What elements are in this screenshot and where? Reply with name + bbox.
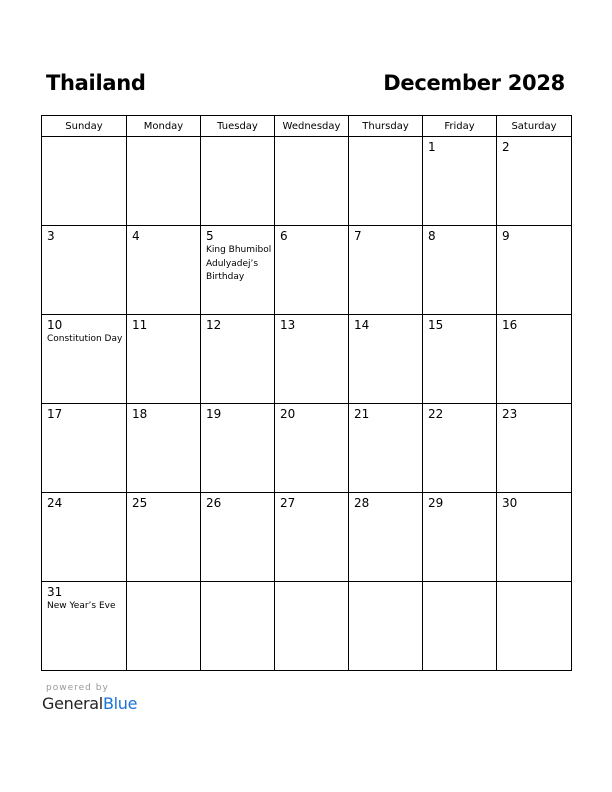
day-number: 4 (132, 229, 140, 243)
day-number: 17 (47, 407, 63, 421)
day-cell (497, 493, 572, 582)
day-number: 23 (502, 407, 518, 421)
weekday-sunday: Sunday (42, 116, 127, 137)
day-cell (423, 137, 497, 226)
day-cell (201, 582, 275, 671)
weekday-tuesday: Tuesday (201, 116, 275, 137)
day-number: 12 (206, 318, 222, 332)
day-number: 2 (502, 140, 510, 154)
day-cell (349, 315, 423, 404)
day-cell (127, 137, 201, 226)
day-number: 5 (206, 229, 214, 243)
week-row (42, 137, 572, 226)
day-cell (42, 404, 127, 493)
powered-by-text: powered by (46, 683, 109, 693)
day-cell (42, 226, 127, 315)
country-title: Thailand (46, 71, 146, 95)
day-number: 21 (354, 407, 370, 421)
day-cell (42, 493, 127, 582)
weekday-saturday: Saturday (497, 116, 572, 137)
day-cell (423, 226, 497, 315)
day-cell (127, 315, 201, 404)
day-cell (349, 493, 423, 582)
day-number: 3 (47, 229, 55, 243)
weekday-header-row (42, 116, 572, 137)
weekday-monday: Monday (127, 116, 201, 137)
week-row (42, 226, 572, 315)
day-number: 19 (206, 407, 222, 421)
generalblue-logo[interactable] (42, 694, 137, 713)
day-cell (201, 315, 275, 404)
day-cell (42, 315, 127, 404)
holiday-label: Constitution Day (47, 334, 123, 344)
day-cell (201, 226, 275, 315)
day-cell (423, 315, 497, 404)
calendar-grid (41, 115, 572, 671)
day-cell (423, 404, 497, 493)
day-number: 8 (428, 229, 436, 243)
day-number: 16 (502, 318, 518, 332)
day-cell (275, 582, 349, 671)
day-number: 24 (47, 496, 63, 510)
day-cell (349, 137, 423, 226)
day-cell (349, 226, 423, 315)
month-title: December 2028 (383, 71, 565, 95)
day-number: 22 (428, 407, 444, 421)
day-cell (497, 226, 572, 315)
week-row (42, 404, 572, 493)
weekday-wednesday: Wednesday (275, 116, 349, 137)
holiday-label: King Bhumibol Adulyadej’s Birthday (206, 245, 272, 282)
day-cell (497, 315, 572, 404)
day-cell (201, 493, 275, 582)
day-cell (127, 582, 201, 671)
day-number: 25 (132, 496, 148, 510)
week-row (42, 315, 572, 404)
holiday-label: New Year’s Eve (47, 601, 116, 611)
day-cell (423, 493, 497, 582)
brand-blue: Blue (102, 694, 138, 713)
day-number: 29 (428, 496, 444, 510)
day-number: 9 (502, 229, 510, 243)
day-number: 1 (428, 140, 436, 154)
day-cell (275, 137, 349, 226)
day-number: 30 (502, 496, 518, 510)
day-number: 11 (132, 318, 148, 332)
day-number: 15 (428, 318, 444, 332)
day-cell (201, 404, 275, 493)
day-cell (275, 315, 349, 404)
day-cell (497, 404, 572, 493)
day-cell (127, 404, 201, 493)
day-cell (349, 404, 423, 493)
day-cell (201, 137, 275, 226)
day-cell (349, 582, 423, 671)
day-cell (497, 137, 572, 226)
day-number: 13 (280, 318, 296, 332)
day-number: 10 (47, 318, 63, 332)
day-cell (275, 404, 349, 493)
day-cell (42, 582, 127, 671)
week-row (42, 582, 572, 671)
day-cell (275, 493, 349, 582)
day-cell (423, 582, 497, 671)
day-number: 28 (354, 496, 370, 510)
weekday-friday: Friday (423, 116, 497, 137)
weekday-thursday: Thursday (349, 116, 423, 137)
day-number: 14 (354, 318, 370, 332)
day-cell (127, 493, 201, 582)
day-number: 27 (280, 496, 296, 510)
day-cell (275, 226, 349, 315)
day-cell (497, 582, 572, 671)
day-cell (127, 226, 201, 315)
day-number: 26 (206, 496, 222, 510)
day-number: 18 (132, 407, 148, 421)
week-row (42, 493, 572, 582)
day-number: 31 (47, 585, 63, 599)
day-number: 6 (280, 229, 288, 243)
day-number: 7 (354, 229, 362, 243)
day-cell (42, 137, 127, 226)
day-number: 20 (280, 407, 296, 421)
brand-general: General (42, 694, 103, 713)
